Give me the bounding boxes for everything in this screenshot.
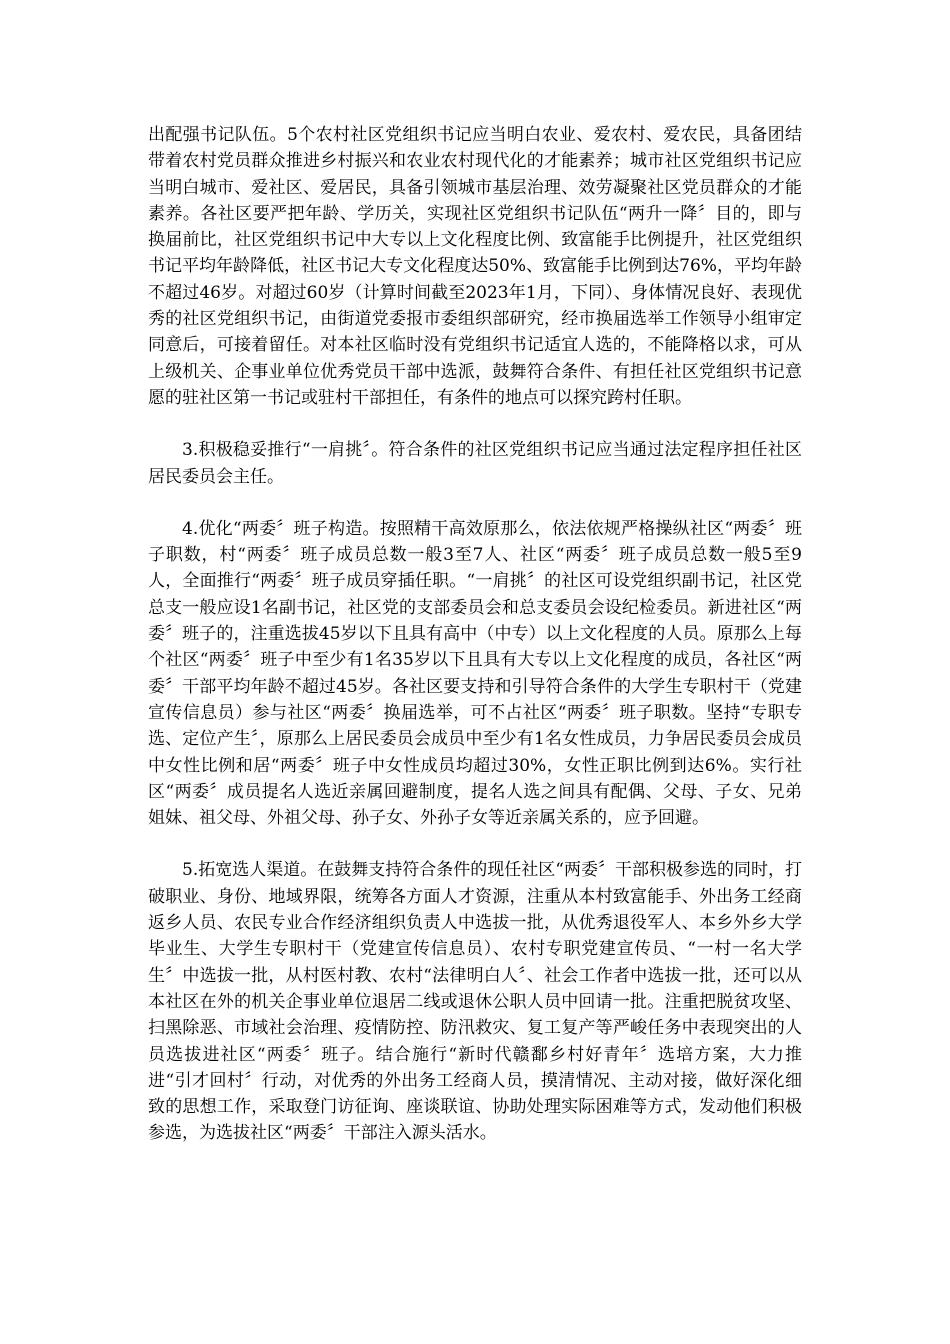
paragraph-item-5-selection-channels: 5.拓宽选人渠道。在鼓舞支持符合条件的现任社区“两委〞干部积极参选的同时，打破职业、身份、地域界限，统筹各方面人才资源，注重从本村致富能手、外出务工经商返乡人员、农民专业合作经济组织负责人中选拔一批，从优秀退役军人、本乡外乡大学毕业生、大学生专职村干（党建宣传信息员）、农村专职党建宣传员、“一村一名大学生〞中选拔一批，从村医村教、农村“法律明白人〞、社会工作者中选拔一批，还可以从本社区在外的机关企事业单位退居二线或退休公职人员中回请一批。注重把脱贫攻坚、扫黑除恶、市域社会治理、疫情防控、防汛救灾、复工复产等严峻任务中表现突出的人员选拔进社区“两委〞班子。结合施行“新时代赣鄱乡村好青年〞选培方案，大力推进“引才回村〞行动，对优秀的外出务工经商人员，摸清情况、主动对接，做好深化细致的思想工作，采取登门访征询、座谈联谊、协助处理实际困难等方式，发动他们积极参选，为选拔社区“两委〞干部注入源头活水。 [148,860,802,1144]
paragraph-item-4-committee-structure: 4.优化“两委〞班子构造。按照精干高效原那么，依法依规严格操纵社区“两委〞班子职数，村“两委〞班子成员总数一般3至7人、社区“两委〞班子成员总数一般5至9人，全面推行“两委〞班子成员穿插任职。“一肩挑〞的社区可设党组织副书记，社区党总支一般应设1名副书记，社区党的支部委员会和总支委员会设纪检委员。新进社区“两委〞班子的，注重选拔45岁以下且具有高中（中专）以上文化程度的人员。原那么上每个社区“两委〞班子中至少有1名35岁以下且具有大专以上文化程度的成员，各社区“两委〞干部平均年龄不超过45岁。各社区要支持和引导符合条件的大学生专职村干（党建宣传信息员）参与社区“两委〞换届选举，可不占社区“两委〞班子职数。坚持“专职专选、定位产生〞，原那么上居民委员会成员中至少有1名女性成员，力争居民委员会成员中女性比例和居“两委〞班子中女性成员均超过30%，女性正职比例到达6%。实行社区“两委〞成员提名人选近亲属回避制度，提名人选之间具有配偶、父母、子女、兄弟姐妹、祖父母、外祖父母、孙子女、外孙子女等近亲属关系的，应予回避。 [148,518,802,829]
document-body [148,122,802,1147]
paragraph-item-3-one-shoulder: 3.积极稳妥推行“一肩挑〞。符合条件的社区党组织书记应当通过法定程序担任社区居民委员会主任。 [148,440,802,487]
paragraph-secretary-team: 出配强书记队伍。5个农村社区党组织书记应当明白农业、爱农村、爱农民，具备团结带着农村党员群众推进乡村振兴和农业农村现代化的才能素养；城市社区党组织书记应当明白城市、爱社区、爱居民，具备引领城市基层治理、效劳凝聚社区党员群众的才能素养。各社区要严把年龄、学历关，实现社区党组织书记队伍“两升一降〞目的，即与换届前比，社区党组织书记中大专以上文化程度比例、致富能手比例提升，社区党组织书记平均年龄降低，社区书记大专文化程度达50%、致富能手比例到达76%，平均年龄不超过46岁。对超过60岁（计算时间截至2023年1月，下同）、身体情况良好、表现优秀的社区党组织书记，由街道党委报市委组织部研究，经市换届选举工作领导小组审定同意后，可接着留任。对本社区临时没有党组织书记适宜人选的，不能降格以求，可从上级机关、企事业单位优秀党员干部中选派，鼓舞符合条件、有担任社区党组织书记意愿的驻社区第一书记或驻村干部担任，有条件的地点可以探究跨村任职。 [148,125,802,408]
